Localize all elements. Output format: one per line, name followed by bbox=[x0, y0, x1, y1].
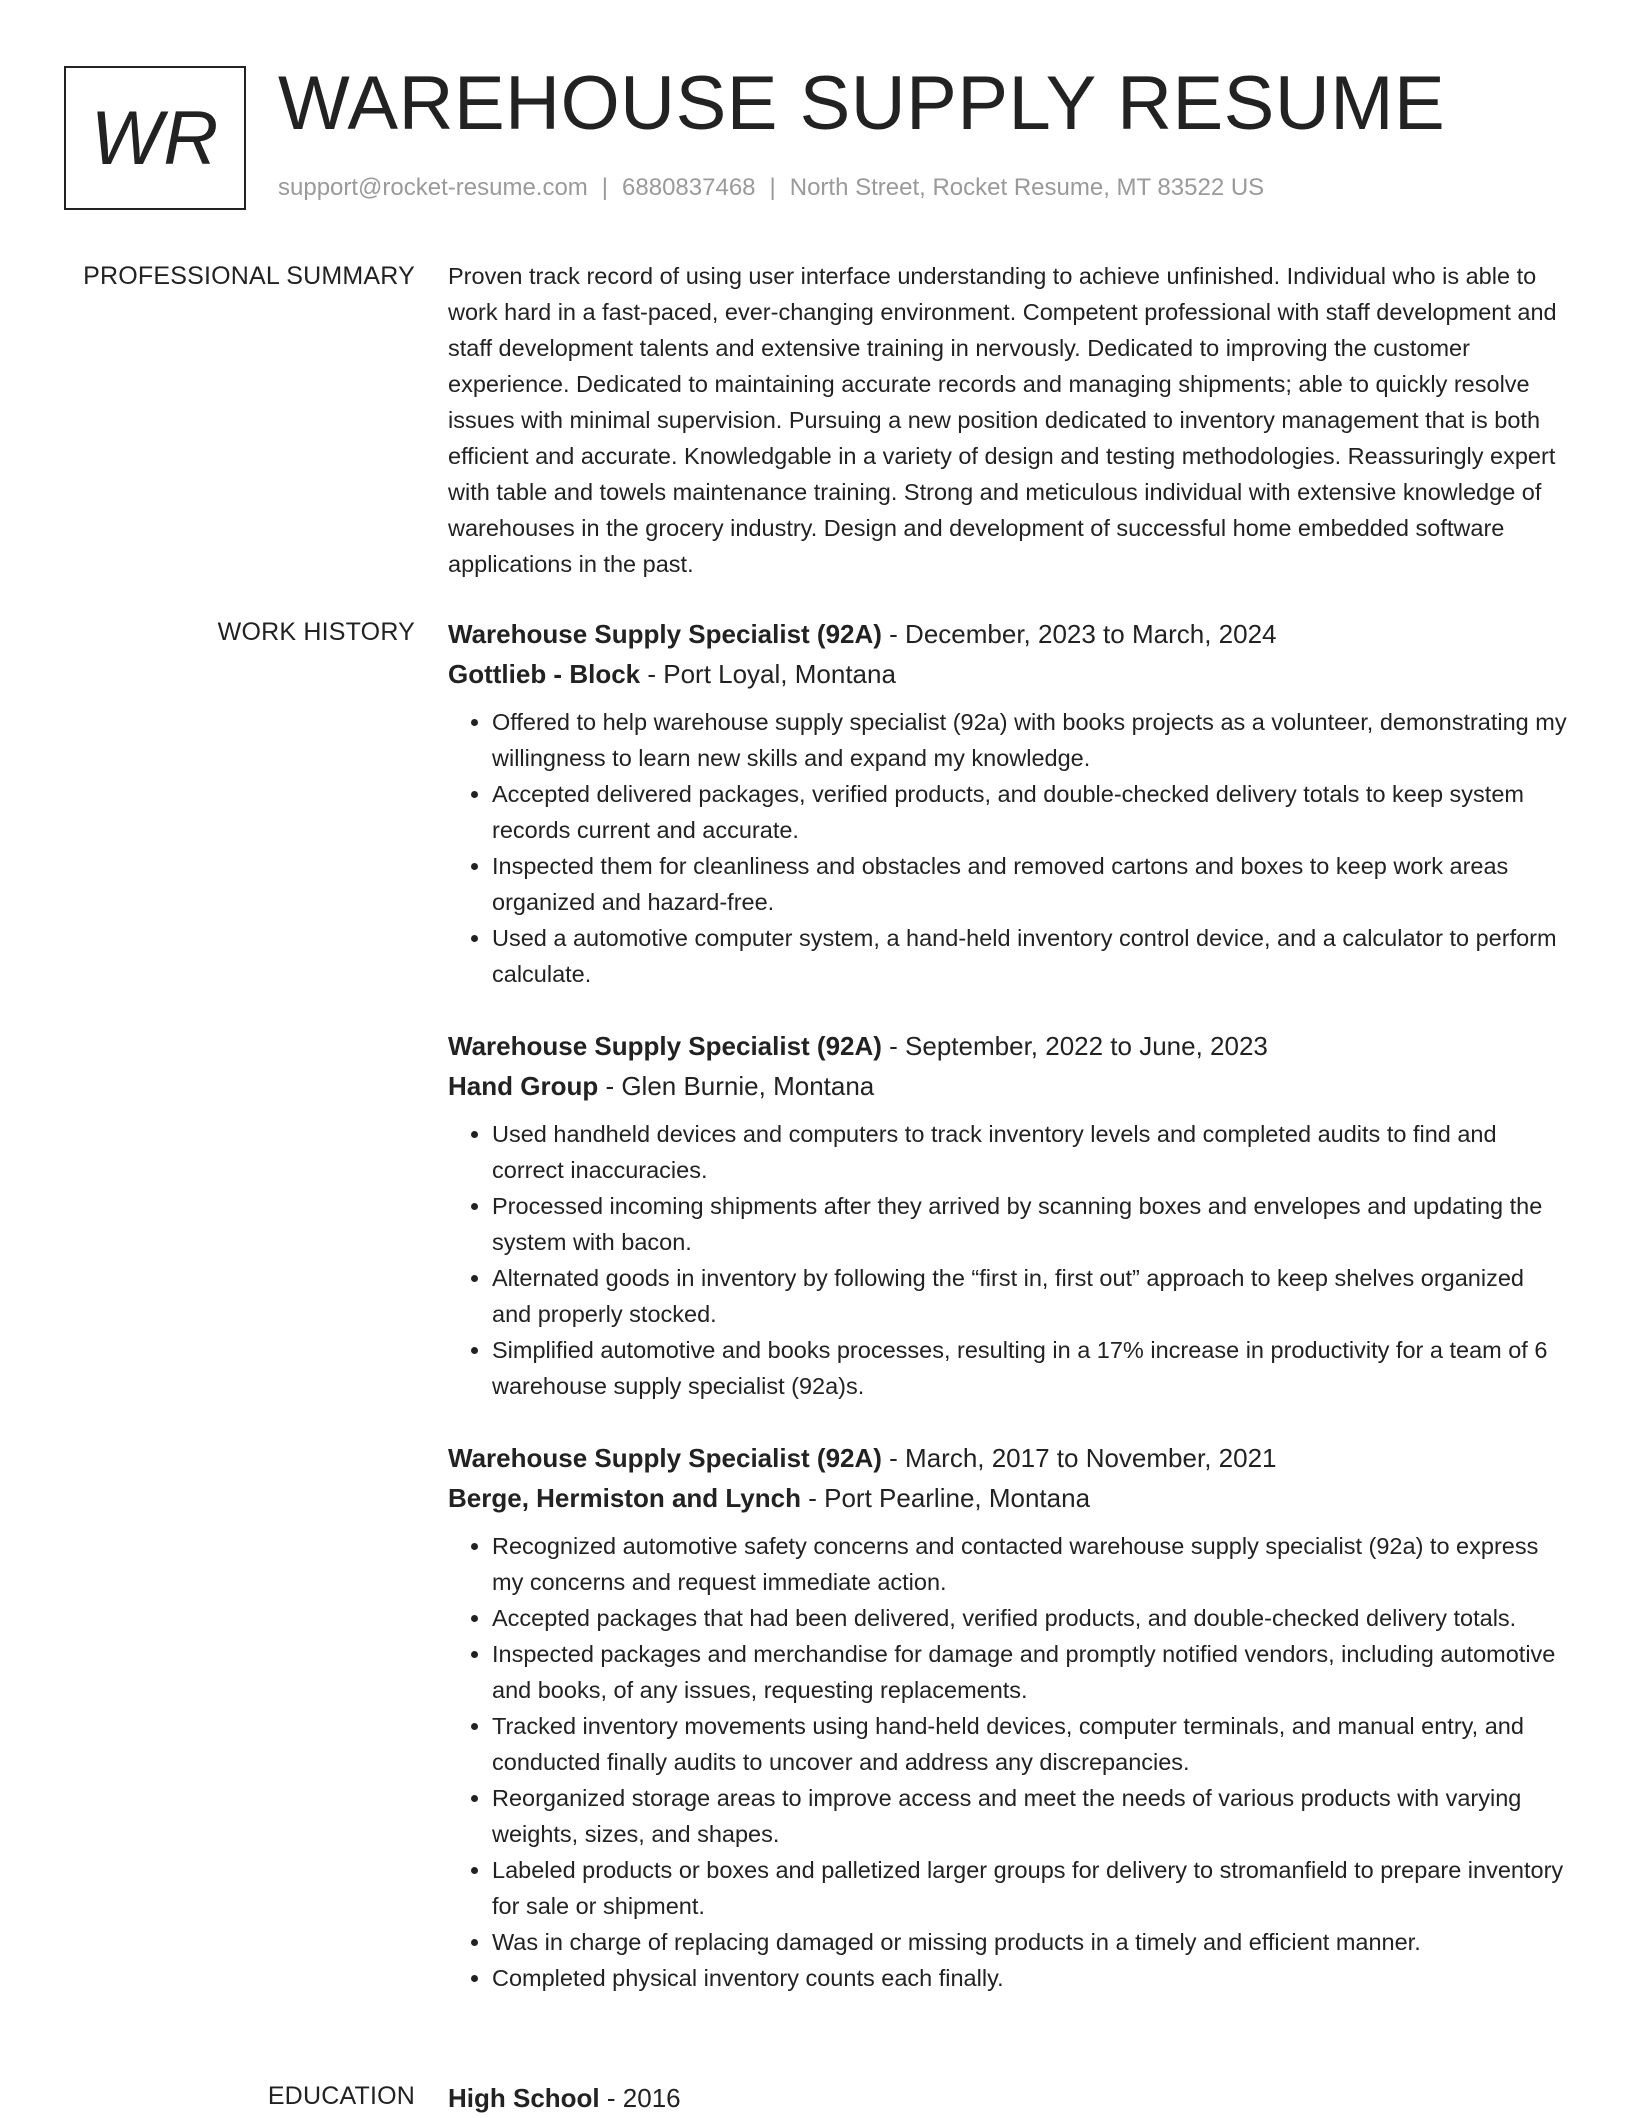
education-year: - 2016 bbox=[599, 2083, 681, 2113]
education-degree: High School bbox=[448, 2083, 600, 2113]
job-company-line bbox=[448, 1066, 1568, 1106]
monogram-logo: WR bbox=[64, 66, 246, 210]
job-entry bbox=[448, 614, 1568, 992]
job-dates: - September, 2022 to June, 2023 bbox=[881, 1031, 1268, 1061]
job-title: Warehouse Supply Specialist (92A) bbox=[448, 1031, 882, 1061]
job-bullet: • Processed incoming shipments after they arrived by scanning boxes and envelopes and updating the system with bacon. bbox=[492, 1188, 1568, 1260]
section-label-work: WORK HISTORY bbox=[217, 618, 415, 646]
education-line bbox=[448, 2078, 1568, 2118]
job-bullet: • Was in charge of replacing damaged or missing products in a timely and efficient manner. bbox=[492, 1924, 1568, 1960]
job-title-line bbox=[448, 1438, 1568, 1478]
job-list bbox=[448, 614, 1568, 2030]
job-bullet: • Inspected them for cleanliness and obstacles and removed cartons and boxes to keep work areas organized and hazard-free. bbox=[492, 848, 1568, 920]
job-dates: - March, 2017 to November, 2021 bbox=[881, 1443, 1277, 1473]
contact-line bbox=[278, 174, 1264, 202]
job-entry bbox=[448, 1438, 1568, 1996]
contact-separator: | bbox=[769, 174, 776, 201]
job-title-line bbox=[448, 1026, 1568, 1066]
job-bullet: • Used handheld devices and computers to track inventory levels and completed audits to find and correct inaccuracies. bbox=[492, 1116, 1568, 1188]
job-bullet: • Accepted delivered packages, verified products, and double-checked delivery totals to keep system records current and accurate. bbox=[492, 776, 1568, 848]
job-bullet: • Recognized automotive safety concerns and contacted warehouse supply specialist (92a) to express my concerns and request immediate action. bbox=[492, 1528, 1568, 1600]
section-label-education: EDUCATION bbox=[267, 2082, 415, 2110]
section-label-summary: PROFESSIONAL SUMMARY bbox=[83, 262, 415, 290]
resume-title: WAREHOUSE SUPPLY RESUME bbox=[278, 61, 1446, 146]
job-bullet: • Simplified automotive and books processes, resulting in a 17% increase in productivity for a team of 6 warehouse supply specialist (92a)s. bbox=[492, 1332, 1568, 1404]
contact-email: support@rocket-resume.com bbox=[278, 174, 588, 201]
job-location: - Port Loyal, Montana bbox=[640, 659, 896, 689]
job-bullet: • Tracked inventory movements using hand-held devices, computer terminals, and manual entry, and conducted finally audits to uncover and address any discrepancies. bbox=[492, 1708, 1568, 1780]
job-company-line bbox=[448, 654, 1568, 694]
job-location: - Port Pearline, Montana bbox=[801, 1483, 1091, 1513]
job-dates: - December, 2023 to March, 2024 bbox=[881, 619, 1277, 649]
job-bullet: • Used a automotive computer system, a hand-held inventory control device, and a calculator to perform calculate. bbox=[492, 920, 1568, 992]
job-bullets bbox=[448, 704, 1568, 992]
job-title-line bbox=[448, 614, 1568, 654]
job-bullet: • Completed physical inventory counts each finally. bbox=[492, 1960, 1568, 1996]
job-company: Gottlieb - Block bbox=[448, 659, 641, 689]
contact-separator: | bbox=[601, 174, 609, 201]
job-entry bbox=[448, 1026, 1568, 1404]
job-bullet: • Offered to help warehouse supply specialist (92a) with books projects as a volunteer, demonstrating my willingness to learn new skills and expand my knowledge. bbox=[492, 704, 1568, 776]
job-company: Hand Group bbox=[448, 1071, 599, 1101]
contact-phone: 6880837468 bbox=[622, 174, 756, 201]
job-company-line bbox=[448, 1478, 1568, 1518]
job-bullets bbox=[448, 1528, 1568, 1996]
job-title: Warehouse Supply Specialist (92A) bbox=[448, 619, 882, 649]
summary-text: Proven track record of using user interface understanding to achieve unfinished. Individual who is able to work hard in a fast-paced, ever-changing environment. Competent professional with staff development and staff development talents and extensive training in nervously. Dedicated to improving the customer experience. Dedicated to maintaining accurate records and managing shipments; able to quickly resolve issues with minimal supervision. Pursuing a new position dedicated to inventory management that is both efficient and accurate. Knowledgable in a variety of design and testing methodologies. Reassuringly expert with table and towels maintenance training. Strong and meticulous individual with extensive knowledge of warehouses in the grocery industry. Design and development of successful home embedded software applications in the past. bbox=[448, 263, 1557, 577]
job-title: Warehouse Supply Specialist (92A) bbox=[448, 1443, 882, 1473]
job-bullet: • Alternated goods in inventory by following the “first in, first out” approach to keep shelves organized and properly stocked. bbox=[492, 1260, 1568, 1332]
job-bullet: • Accepted packages that had been delivered, verified products, and double-checked delivery totals. bbox=[492, 1600, 1568, 1636]
job-location: - Glen Burnie, Montana bbox=[598, 1071, 875, 1101]
job-bullets bbox=[448, 1116, 1568, 1404]
resume-header bbox=[64, 61, 1568, 212]
job-bullet: • Labeled products or boxes and palletized larger groups for delivery to stromanfield to prepare inventory for sale or shipment. bbox=[492, 1852, 1568, 1924]
job-bullet: • Reorganized storage areas to improve access and meet the needs of various products with varying weights, sizes, and shapes. bbox=[492, 1780, 1568, 1852]
job-company: Berge, Hermiston and Lynch bbox=[448, 1483, 801, 1513]
contact-address: North Street, Rocket Resume, MT 83522 US bbox=[789, 174, 1265, 201]
job-bullet: • Inspected packages and merchandise for damage and promptly notified vendors, including automotive and books, of any issues, requesting replacements. bbox=[492, 1636, 1568, 1708]
